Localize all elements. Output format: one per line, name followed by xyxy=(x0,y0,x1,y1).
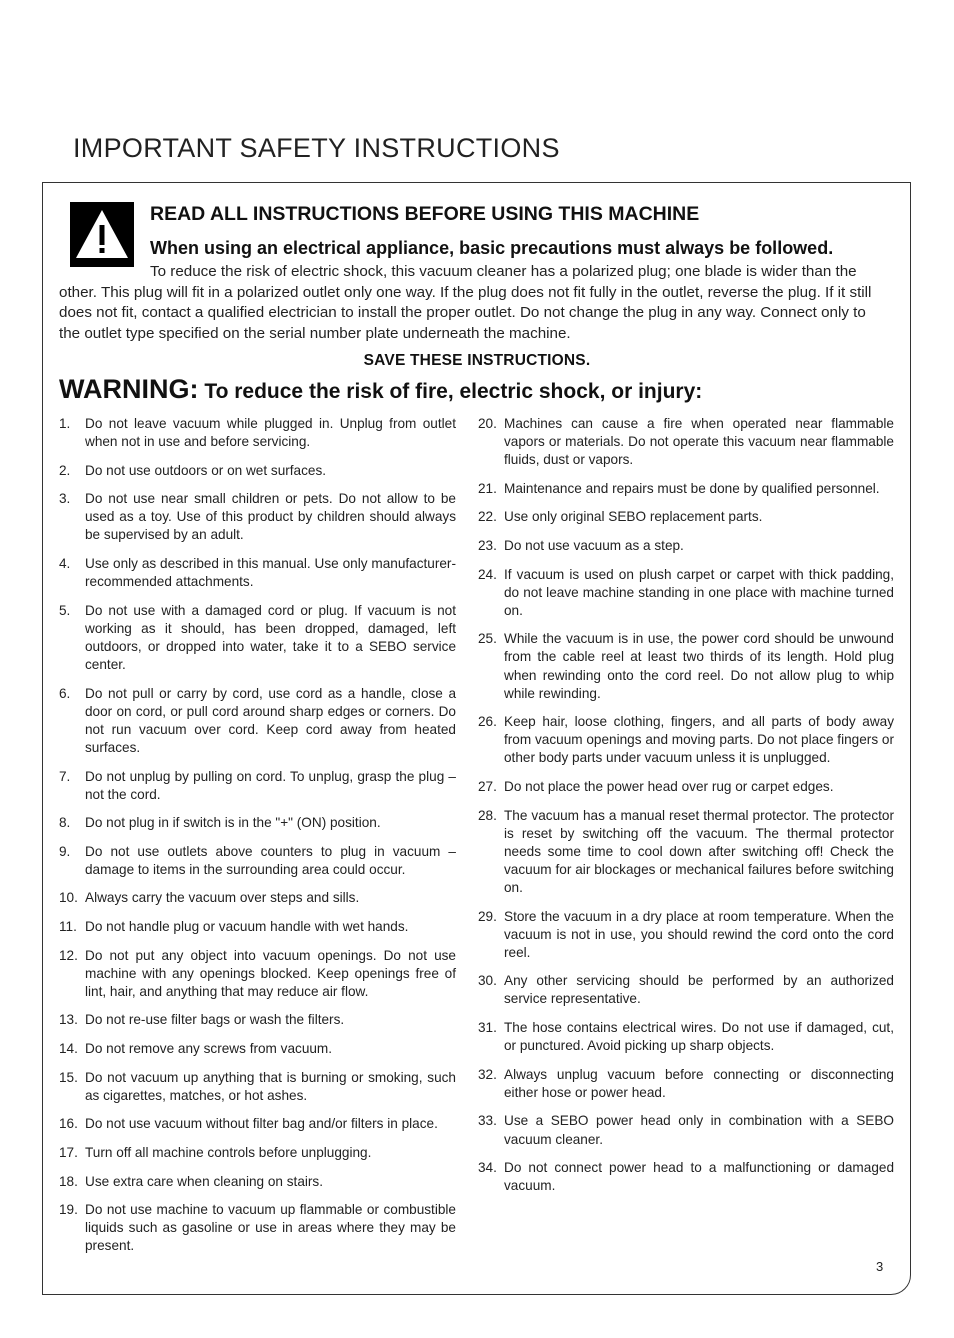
list-item xyxy=(59,814,456,832)
precautions-subheading: When using an electrical appliance, basic precautions must always be followed. xyxy=(150,238,834,258)
list-item xyxy=(478,1112,894,1148)
list-item xyxy=(478,630,894,702)
list-item-text: The vacuum has a manual reset thermal protector. The protector is reset by switching off the vacuum. The thermal protector needs some time to cool down after switching off! Check the vacuum for air blockages or mechanical failures before switching on. xyxy=(504,807,894,895)
list-item xyxy=(478,537,894,555)
list-item xyxy=(59,768,456,804)
list-item xyxy=(478,1159,894,1195)
list-item-number: 2. xyxy=(59,462,71,478)
list-item xyxy=(59,1173,456,1191)
list-item-text: Do not use with a damaged cord or plug. If vacuum is not working as it should, has been dropped, damaged, left outdoors, or dropped into water, take it to a SEBO service center. xyxy=(85,602,456,673)
list-item xyxy=(59,1011,456,1029)
list-item xyxy=(59,415,456,451)
list-item-number: 26. xyxy=(478,714,497,730)
list-item-text: Do not use outlets above counters to plug in vacuum – damage to items in the surrounding area could occur. xyxy=(85,843,456,877)
list-item-text: Do not unplug by pulling on cord. To unplug, grasp the plug – not the cord. xyxy=(85,768,456,802)
list-item xyxy=(59,1201,456,1255)
instructions-heading: READ ALL INSTRUCTIONS BEFORE USING THIS MACHINE xyxy=(150,203,700,225)
list-item-text: Turn off all machine controls before unplugging. xyxy=(85,1144,372,1160)
list-item-number: 11. xyxy=(59,919,77,935)
list-item xyxy=(478,778,894,796)
list-item-text: Always carry the vacuum over steps and sills. xyxy=(85,890,360,906)
list-item-text: Always unplug vacuum before connecting or disconnecting either hose or power head. xyxy=(504,1066,894,1100)
list-item-text: While the vacuum is in use, the power cord should be unwound from the cable reel at least two thirds of its length. Hold plug when rewinding onto the cord reel. Do not allow plug to whip while rewinding. xyxy=(504,631,894,701)
list-item-text: Do not use vacuum without filter bag and/or filters in place. xyxy=(85,1116,438,1132)
list-item-number: 29. xyxy=(478,908,497,924)
list-item-text: Maintenance and repairs must be done by qualified personnel. xyxy=(504,480,880,496)
list-item-number: 18. xyxy=(59,1173,78,1189)
list-item-text: Do not vacuum up anything that is burning or smoking, such as cigarettes, matches, or hot ashes. xyxy=(85,1069,456,1103)
list-item-text: Do not re-use filter bags or wash the filters. xyxy=(85,1012,345,1028)
list-item xyxy=(478,908,894,962)
list-item-text: Store the vacuum in a dry place at room temperature. When the vacuum is not in use, you should rewind the cord onto the cord reel. xyxy=(504,908,894,960)
list-item xyxy=(59,1115,456,1133)
list-item xyxy=(59,490,456,544)
list-item-text: Use only original SEBO replacement parts. xyxy=(504,509,763,525)
list-item-number: 24. xyxy=(478,566,497,582)
list-item xyxy=(59,602,456,674)
warning-text: To reduce the risk of fire, electric shock, or injury: xyxy=(198,380,703,403)
list-item-number: 33. xyxy=(478,1113,497,1129)
list-item-text: Do not handle plug or vacuum handle with wet hands. xyxy=(85,919,409,935)
list-item-number: 15. xyxy=(59,1069,78,1085)
list-item-number: 8. xyxy=(59,815,71,831)
list-item-number: 25. xyxy=(478,631,497,647)
list-item-text: Do not remove any screws from vacuum. xyxy=(85,1041,333,1057)
list-item xyxy=(478,415,894,469)
list-item-number: 10. xyxy=(59,890,78,906)
warning-heading xyxy=(59,374,702,405)
list-item-text: Do not leave vacuum while plugged in. Unplug from outlet when not in use and before servicing. xyxy=(85,416,456,450)
save-instructions-label: SAVE THESE INSTRUCTIONS. xyxy=(363,352,591,369)
list-item-number: 1. xyxy=(59,416,71,431)
list-item-number: 28. xyxy=(478,807,497,823)
list-item-number: 23. xyxy=(478,537,497,553)
list-item-text: Keep hair, loose clothing, fingers, and all parts of body away from vacuum openings and moving parts. Do not place fingers or other body parts under vacuum unless it is unplugged. xyxy=(504,714,894,766)
list-item xyxy=(478,807,894,897)
list-item-number: 13. xyxy=(59,1012,78,1028)
list-item-text: Use only as described in this manual. Use only manufacturer-recommended attachments. xyxy=(85,556,456,590)
instructions-list-left xyxy=(59,415,456,1266)
list-item xyxy=(59,947,456,1001)
list-item-number: 22. xyxy=(478,509,497,525)
list-item-number: 9. xyxy=(59,843,71,859)
page-number: 3 xyxy=(876,1259,884,1274)
list-item-text: Do not connect power head to a malfunctioning or damaged vacuum. xyxy=(504,1160,894,1194)
page-title: IMPORTANT SAFETY INSTRUCTIONS xyxy=(73,133,560,163)
warning-exclamation-icon xyxy=(70,202,134,267)
list-item-number: 6. xyxy=(59,685,71,701)
list-item-number: 30. xyxy=(478,973,497,989)
list-item-number: 5. xyxy=(59,602,71,618)
list-item xyxy=(59,685,456,757)
list-item-text: Use extra care when cleaning on stairs. xyxy=(85,1173,324,1189)
list-item-number: 20. xyxy=(478,416,497,431)
list-item-text: The hose contains electrical wires. Do not use if damaged, cut, or punctured. Avoid picking up sharp objects. xyxy=(504,1020,894,1054)
list-item xyxy=(478,713,894,767)
list-item-text: Do not use vacuum as a step. xyxy=(504,537,684,553)
list-item xyxy=(59,462,456,480)
list-item xyxy=(59,843,456,879)
list-item-number: 3. xyxy=(59,491,71,507)
warning-label: WARNING: xyxy=(59,374,199,404)
list-item-text: Machines can cause a fire when operated near flammable vapors or materials. Do not operate this vacuum near flammable fluids, dust or vapors. xyxy=(504,416,894,468)
list-item xyxy=(59,889,456,907)
list-item-text: Do not pull or carry by cord, use cord as a handle, close a door on cord, or pull cord around sharp edges or corners. Do not run vacuum over cord. Keep cord away from heated surfaces. xyxy=(85,685,456,755)
list-item-number: 17. xyxy=(59,1144,78,1160)
list-item xyxy=(478,1066,894,1102)
list-item xyxy=(478,566,894,620)
list-item-text: Do not place the power head over rug or carpet edges. xyxy=(504,779,834,794)
list-item-number: 12. xyxy=(59,947,78,963)
list-item-number: 31. xyxy=(478,1020,497,1036)
list-item-text: Use a SEBO power head only in combination with a SEBO vacuum cleaner. xyxy=(504,1113,894,1147)
list-item-text: Do not use near small children or pets. Do not allow to be used as a toy. Use of this product by children should always be supervised by an adult. xyxy=(85,491,456,543)
list-item-text: Do not use machine to vacuum up flammable or combustible liquids such as gasoline or use in areas where they may be present. xyxy=(85,1202,456,1254)
list-item-text: Any other servicing should be performed by an authorized service representative. xyxy=(504,973,894,1007)
list-item xyxy=(59,1144,456,1162)
list-item-text: If vacuum is used on plush carpet or carpet with thick padding, do not leave machine standing in one place with machine turned on. xyxy=(504,566,894,618)
list-item-number: 27. xyxy=(478,779,497,794)
list-item-number: 16. xyxy=(59,1116,78,1132)
list-item xyxy=(59,555,456,591)
list-item-number: 14. xyxy=(59,1041,78,1057)
list-item xyxy=(478,508,894,526)
list-item-number: 4. xyxy=(59,556,71,572)
polarized-plug-paragraph: To reduce the risk of electric shock, this vacuum cleaner has a polarized plug; one blade is wider than the other. This plug will fit in a polarized outlet only one way. If the plug does not fit fully in the outlet, reverse the plug. If it still does not fit, contact a qualified electrician to install the proper outlet. Do not change the plug in any way. Connect only to the outlet type specified on the serial number plate underneath the machine. xyxy=(59,263,872,343)
list-item xyxy=(478,972,894,1008)
list-item xyxy=(59,1040,456,1058)
list-item xyxy=(59,918,456,936)
list-item-number: 7. xyxy=(59,768,71,784)
list-item xyxy=(478,1019,894,1055)
list-item-number: 19. xyxy=(59,1202,78,1218)
list-item-text: Do not use outdoors or on wet surfaces. xyxy=(85,462,327,478)
list-item-text: Do not put any object into vacuum openings. Do not use machine with any openings blocked. Keep openings free of lint, hair, and anything that may reduce air flow. xyxy=(85,947,456,999)
instructions-list-right xyxy=(478,415,894,1206)
list-item-number: 32. xyxy=(478,1066,497,1082)
list-item-text: Do not plug in if switch is in the "+" (ON) position. xyxy=(85,815,381,831)
list-item-number: 34. xyxy=(478,1160,497,1176)
list-item xyxy=(59,1069,456,1105)
list-item-number: 21. xyxy=(478,480,497,496)
list-item xyxy=(478,480,894,498)
